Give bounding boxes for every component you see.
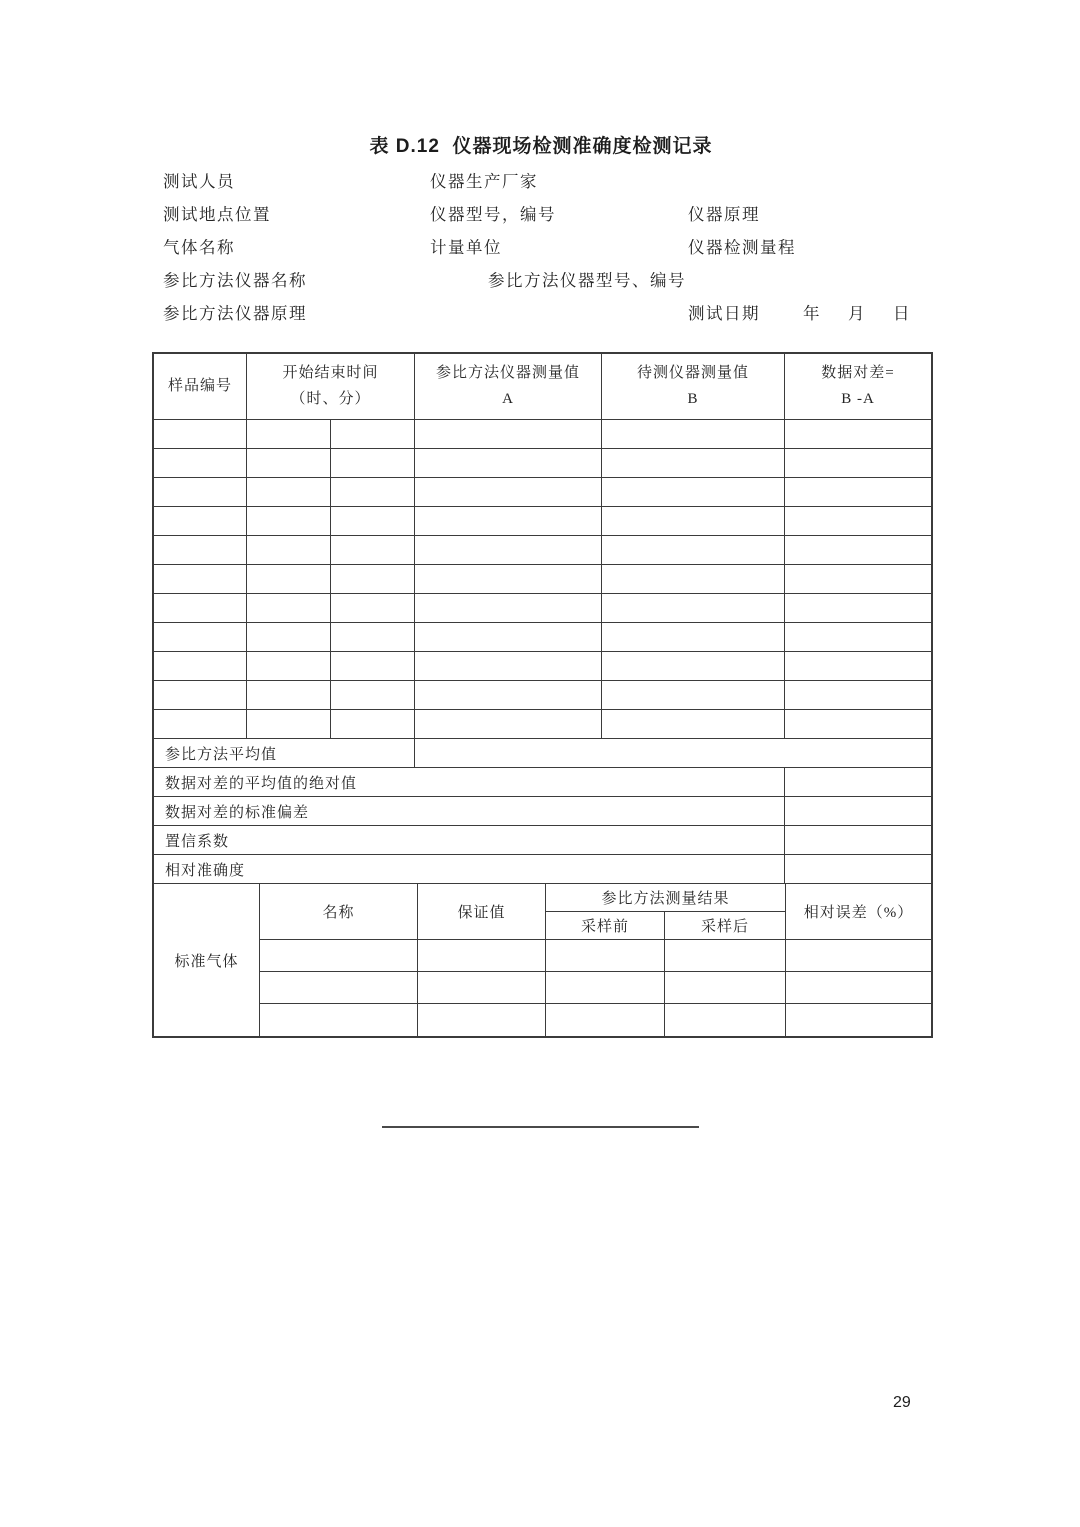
gas-after-sampling-header: 采样后 [665, 912, 786, 940]
empty-data-row [154, 536, 931, 565]
info-month-label: 月 [848, 304, 866, 323]
gas-relative-error-header: 相对误差（%） [786, 884, 931, 940]
info-tester-label: 测试人员 [163, 172, 235, 191]
info-test-date-label: 测试日期 [688, 304, 760, 323]
empty-cell [154, 681, 247, 710]
empty-cell [247, 681, 331, 710]
empty-cell [247, 594, 331, 623]
info-ref-model-label: 参比方法仪器型号、编号 [488, 271, 686, 290]
info-range-label: 仪器检测量程 [688, 238, 796, 257]
confidence-coefficient-row [154, 826, 931, 855]
empty-data-row [154, 565, 931, 594]
empty-cell [786, 1004, 931, 1036]
empty-cell [154, 478, 247, 507]
info-unit-label: 计量单位 [430, 238, 502, 257]
info-principle-label: 仪器原理 [688, 205, 760, 224]
empty-cell [785, 478, 931, 507]
info-gas-name-label: 气体名称 [163, 238, 235, 257]
empty-data-row [154, 420, 931, 449]
empty-cell [602, 594, 785, 623]
info-manufacturer-label: 仪器生产厂家 [430, 172, 538, 191]
empty-cell [247, 536, 331, 565]
empty-cell [331, 507, 415, 536]
gas-guaranteed-value-header: 保证值 [418, 884, 546, 940]
empty-cell [154, 652, 247, 681]
empty-cell [602, 565, 785, 594]
empty-cell [546, 940, 665, 972]
empty-cell [785, 797, 931, 826]
empty-cell [785, 594, 931, 623]
empty-data-row [154, 681, 931, 710]
gas-section [154, 884, 931, 1036]
info-ref-name-label: 参比方法仪器名称 [163, 271, 307, 290]
empty-cell [786, 940, 931, 972]
empty-cell [260, 1004, 418, 1036]
empty-cell [415, 594, 602, 623]
header-start-end-time: 开始结束时间 （时、分） [247, 354, 415, 420]
empty-cell [665, 972, 786, 1004]
header-tested-instrument-value: 待测仪器测量值 B [602, 354, 785, 420]
empty-cell [331, 565, 415, 594]
empty-cell [331, 652, 415, 681]
empty-cell [415, 565, 602, 594]
info-model-label: 仪器型号，编号 [430, 205, 556, 224]
empty-cell [415, 536, 602, 565]
empty-cell [785, 826, 931, 855]
empty-cell [331, 420, 415, 449]
empty-cell [331, 681, 415, 710]
info-location-label: 测试地点位置 [163, 205, 271, 224]
empty-cell [602, 710, 785, 739]
empty-cell [415, 739, 931, 768]
empty-cell [415, 652, 602, 681]
empty-cell [665, 1004, 786, 1036]
empty-cell [154, 507, 247, 536]
empty-cell [154, 449, 247, 478]
empty-data-row [154, 623, 931, 652]
gas-ref-result-header: 参比方法测量结果 [546, 884, 786, 912]
empty-data-row [154, 594, 931, 623]
table-header-row [154, 354, 931, 420]
empty-cell [331, 710, 415, 739]
diff-average-abs-row [154, 768, 931, 797]
empty-cell [415, 681, 602, 710]
empty-cell [154, 623, 247, 652]
page-number: 29 [893, 1394, 911, 1411]
diff-average-abs-label: 数据对差的平均值的绝对值 [154, 768, 785, 797]
empty-cell [602, 681, 785, 710]
empty-cell [602, 507, 785, 536]
empty-cell [247, 710, 331, 739]
empty-cell [785, 623, 931, 652]
empty-cell [247, 565, 331, 594]
empty-cell [415, 507, 602, 536]
info-day-label: 日 [893, 304, 911, 323]
empty-cell [785, 420, 931, 449]
empty-data-row [154, 507, 931, 536]
empty-cell [785, 710, 931, 739]
empty-cell [665, 940, 786, 972]
empty-cell [785, 536, 931, 565]
diff-std-dev-label: 数据对差的标准偏差 [154, 797, 785, 826]
info-year-label: 年 [803, 304, 821, 323]
empty-cell [418, 1004, 546, 1036]
empty-cell [785, 768, 931, 797]
empty-data-row [154, 652, 931, 681]
gas-name-header: 名称 [260, 884, 418, 940]
empty-cell [786, 972, 931, 1004]
empty-cell [331, 449, 415, 478]
empty-cell [154, 565, 247, 594]
empty-cell [247, 420, 331, 449]
empty-cell [247, 507, 331, 536]
empty-cell [602, 623, 785, 652]
empty-cell [331, 594, 415, 623]
header-sample-no: 样品编号 [154, 354, 247, 420]
empty-cell [247, 478, 331, 507]
empty-cell [415, 420, 602, 449]
empty-cell [154, 536, 247, 565]
empty-cell [785, 652, 931, 681]
empty-cell [247, 652, 331, 681]
ref-method-average-row [154, 739, 931, 768]
ref-method-average-label: 参比方法平均值 [154, 739, 415, 768]
empty-cell [415, 623, 602, 652]
empty-cell [331, 478, 415, 507]
empty-cell [260, 940, 418, 972]
gas-before-sampling-header: 采样前 [546, 912, 665, 940]
table-body-rows [154, 420, 931, 739]
empty-cell [331, 623, 415, 652]
empty-cell [602, 536, 785, 565]
empty-cell [415, 710, 602, 739]
empty-cell [415, 449, 602, 478]
empty-cell [331, 536, 415, 565]
empty-data-row [154, 449, 931, 478]
empty-cell [785, 507, 931, 536]
header-ref-method-value: 参比方法仪器测量值 A [415, 354, 602, 420]
empty-cell [247, 449, 331, 478]
empty-cell [154, 594, 247, 623]
empty-cell [602, 420, 785, 449]
empty-cell [546, 1004, 665, 1036]
empty-cell [415, 478, 602, 507]
empty-cell [602, 449, 785, 478]
empty-cell [154, 710, 247, 739]
info-ref-principle-label: 参比方法仪器原理 [163, 304, 307, 323]
empty-cell [418, 940, 546, 972]
empty-cell [418, 972, 546, 1004]
empty-cell [785, 855, 931, 884]
confidence-coefficient-label: 置信系数 [154, 826, 785, 855]
empty-cell [785, 565, 931, 594]
empty-cell [785, 449, 931, 478]
header-data-difference: 数据对差= B -A [785, 354, 931, 420]
empty-cell [546, 972, 665, 1004]
empty-cell [154, 420, 247, 449]
relative-accuracy-row [154, 855, 931, 884]
signature-line [382, 1126, 699, 1128]
standard-gas-label: 标准气体 [154, 884, 260, 1036]
empty-cell [602, 478, 785, 507]
empty-cell [785, 681, 931, 710]
diff-std-dev-row [154, 797, 931, 826]
empty-cell [260, 972, 418, 1004]
empty-cell [602, 652, 785, 681]
document-title: 表 D.12 仪器现场检测准确度检测记录 [369, 136, 713, 157]
empty-data-row [154, 478, 931, 507]
empty-cell [247, 623, 331, 652]
record-table [152, 352, 933, 1038]
empty-data-row [154, 710, 931, 739]
relative-accuracy-label: 相对准确度 [154, 855, 785, 884]
